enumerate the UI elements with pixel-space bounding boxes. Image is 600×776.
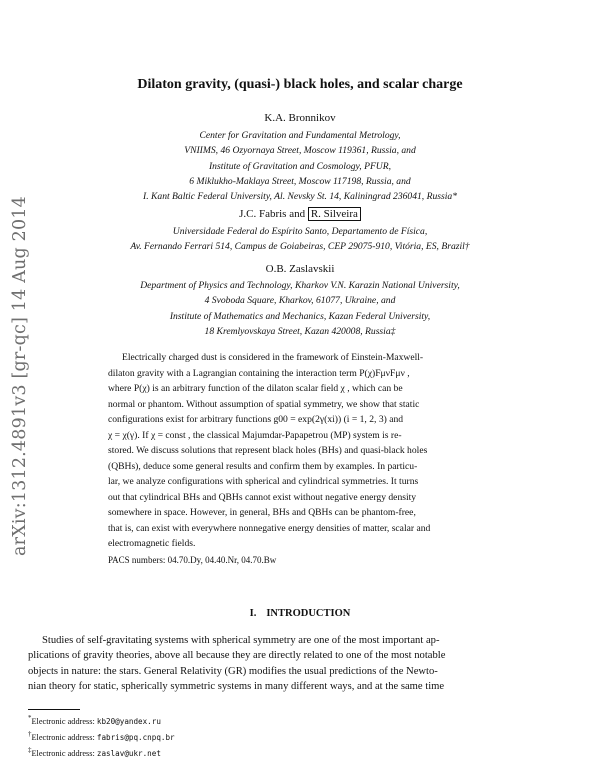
introduction-text	[28, 633, 573, 694]
body-line: plications of gravity theories, above all because they are directly related to one of the most notable	[28, 650, 446, 662]
affiliation-line: 4 Svoboda Square, Kharkov, 61077, Ukraine, and	[204, 295, 396, 307]
body-line: Studies of self-gravitating systems with spherical symmetry are one of the most important ap-	[42, 635, 440, 646]
footnote-label: Electronic address:	[31, 716, 97, 726]
paper-title: Dilaton gravity, (quasi-) black holes, and scalar charge	[137, 77, 463, 92]
section-title: INTRODUCTION	[266, 608, 351, 619]
arxiv-stamp: arXiv:1312.4891v3 [gr-qc] 14 Aug 2014	[10, 196, 30, 556]
footnotes	[28, 712, 175, 760]
section-number: I.	[249, 608, 257, 619]
abstract-line: dilaton gravity with a Lagrangian containing the interaction term P(χ)FμνFμν ,	[108, 367, 410, 379]
abstract-line: Electrically charged dust is considered in the framework of Einstein-Maxwell-	[122, 352, 424, 363]
email-link[interactable]: fabris@pq.cnpq.br	[96, 732, 175, 742]
author-name: K.A. Bronnikov	[264, 112, 336, 124]
footnote	[28, 712, 175, 728]
email-link[interactable]: zaslav@ukr.net	[96, 748, 161, 758]
footnote-mark: ‡	[28, 746, 32, 754]
abstract-line: somewhere in space. However, in general, BHs and QBHs can be phantom-free,	[108, 507, 416, 518]
body-line: objects in nature: the stars. General Relativity (GR) modifies the usual predictions of the Newto-	[28, 665, 438, 677]
affiliation-line: 18 Kremlyovskaya Street, Kazan 420008, Russia‡	[204, 325, 396, 337]
body-line: nian theory for static, spherically symmetric systems in many different ways, and at the same time	[28, 680, 445, 692]
footnote-mark: †	[28, 730, 32, 738]
author-name	[0, 208, 600, 220]
abstract-line: lar, we analyze configurations with spherical and cylindrical symmetries. It turns	[108, 476, 419, 487]
footnote	[28, 744, 175, 760]
author-affiliation	[0, 278, 600, 339]
abstract	[108, 350, 491, 552]
abstract-line: normal or phantom. Without assumption of spatial symmetry, we show that static	[108, 398, 420, 410]
abstract-line: stored. We discuss solutions that represent black holes (BHs) and quasi-black holes	[108, 445, 428, 456]
footnote-label: Electronic address:	[31, 732, 97, 742]
abstract-line: χ = χ(γ). If χ = const , the classical Majumdar-Papapetrou (MP) system is re-	[108, 429, 402, 441]
author-name-silveira-link[interactable]: R. Silveira	[308, 207, 361, 221]
affiliation-line: 6 Miklukho-Maklaya Street, Moscow 117198, Russia, and	[189, 175, 411, 187]
affiliation-line: Department of Physics and Technology, Kharkov V.N. Karazin National University,	[140, 280, 460, 291]
author-affiliation	[0, 224, 600, 255]
author-name: O.B. Zaslavskii	[265, 263, 335, 275]
affiliation-line: Universidade Federal do Espírito Santo, Departamento de Física,	[172, 226, 428, 237]
affiliation-line: I. Kant Baltic Federal University, Al. Nevsky St. 14, Kaliningrad 236041, Russia*	[143, 191, 457, 203]
footnote-label: Electronic address:	[31, 748, 97, 758]
abstract-line: that is, can exist with everywhere nonnegative energy densities of matter, scalar and	[108, 522, 431, 534]
affiliation-line: VNIIMS, 46 Ozyornaya Street, Moscow 119361, Russia, and	[184, 145, 416, 157]
abstract-line: configurations exist for arbitrary functions g00 = exp(2γ(xi)) (i = 1, 2, 3) and	[108, 414, 404, 425]
footnote-mark: *	[28, 715, 32, 722]
section-heading	[0, 608, 600, 619]
author-name-fabris: J.C. Fabris and	[239, 208, 306, 220]
footnote-rule	[28, 709, 80, 710]
email-link[interactable]: kb20@yandex.ru	[96, 716, 161, 726]
abstract-line: out that cylindrical BHs and QBHs cannot exist without negative energy density	[108, 491, 417, 503]
affiliation-line: Av. Fernando Ferrari 514, Campus de Goiabeiras, CEP 29075-910, Vitória, ES, Brazil†	[130, 241, 470, 253]
footnote	[28, 728, 175, 744]
affiliation-line: Center for Gravitation and Fundamental Metrology,	[199, 130, 401, 141]
pacs-numbers: PACS numbers: 04.70.Dy, 04.40.Nr, 04.70.Bw	[108, 555, 277, 565]
author-affiliation	[0, 128, 600, 204]
affiliation-line: Institute of Mathematics and Mechanics, Kazan Federal University,	[169, 310, 431, 322]
abstract-line: (QBHs), deduce some general results and confirm them by examples. In particu-	[108, 460, 418, 472]
abstract-line: where P(χ) is an arbitrary function of the dilaton scalar field χ , which can be	[108, 383, 403, 394]
abstract-line: electromagnetic fields.	[108, 538, 196, 549]
affiliation-line: Institute of Gravitation and Cosmology, PFUR,	[208, 160, 391, 172]
